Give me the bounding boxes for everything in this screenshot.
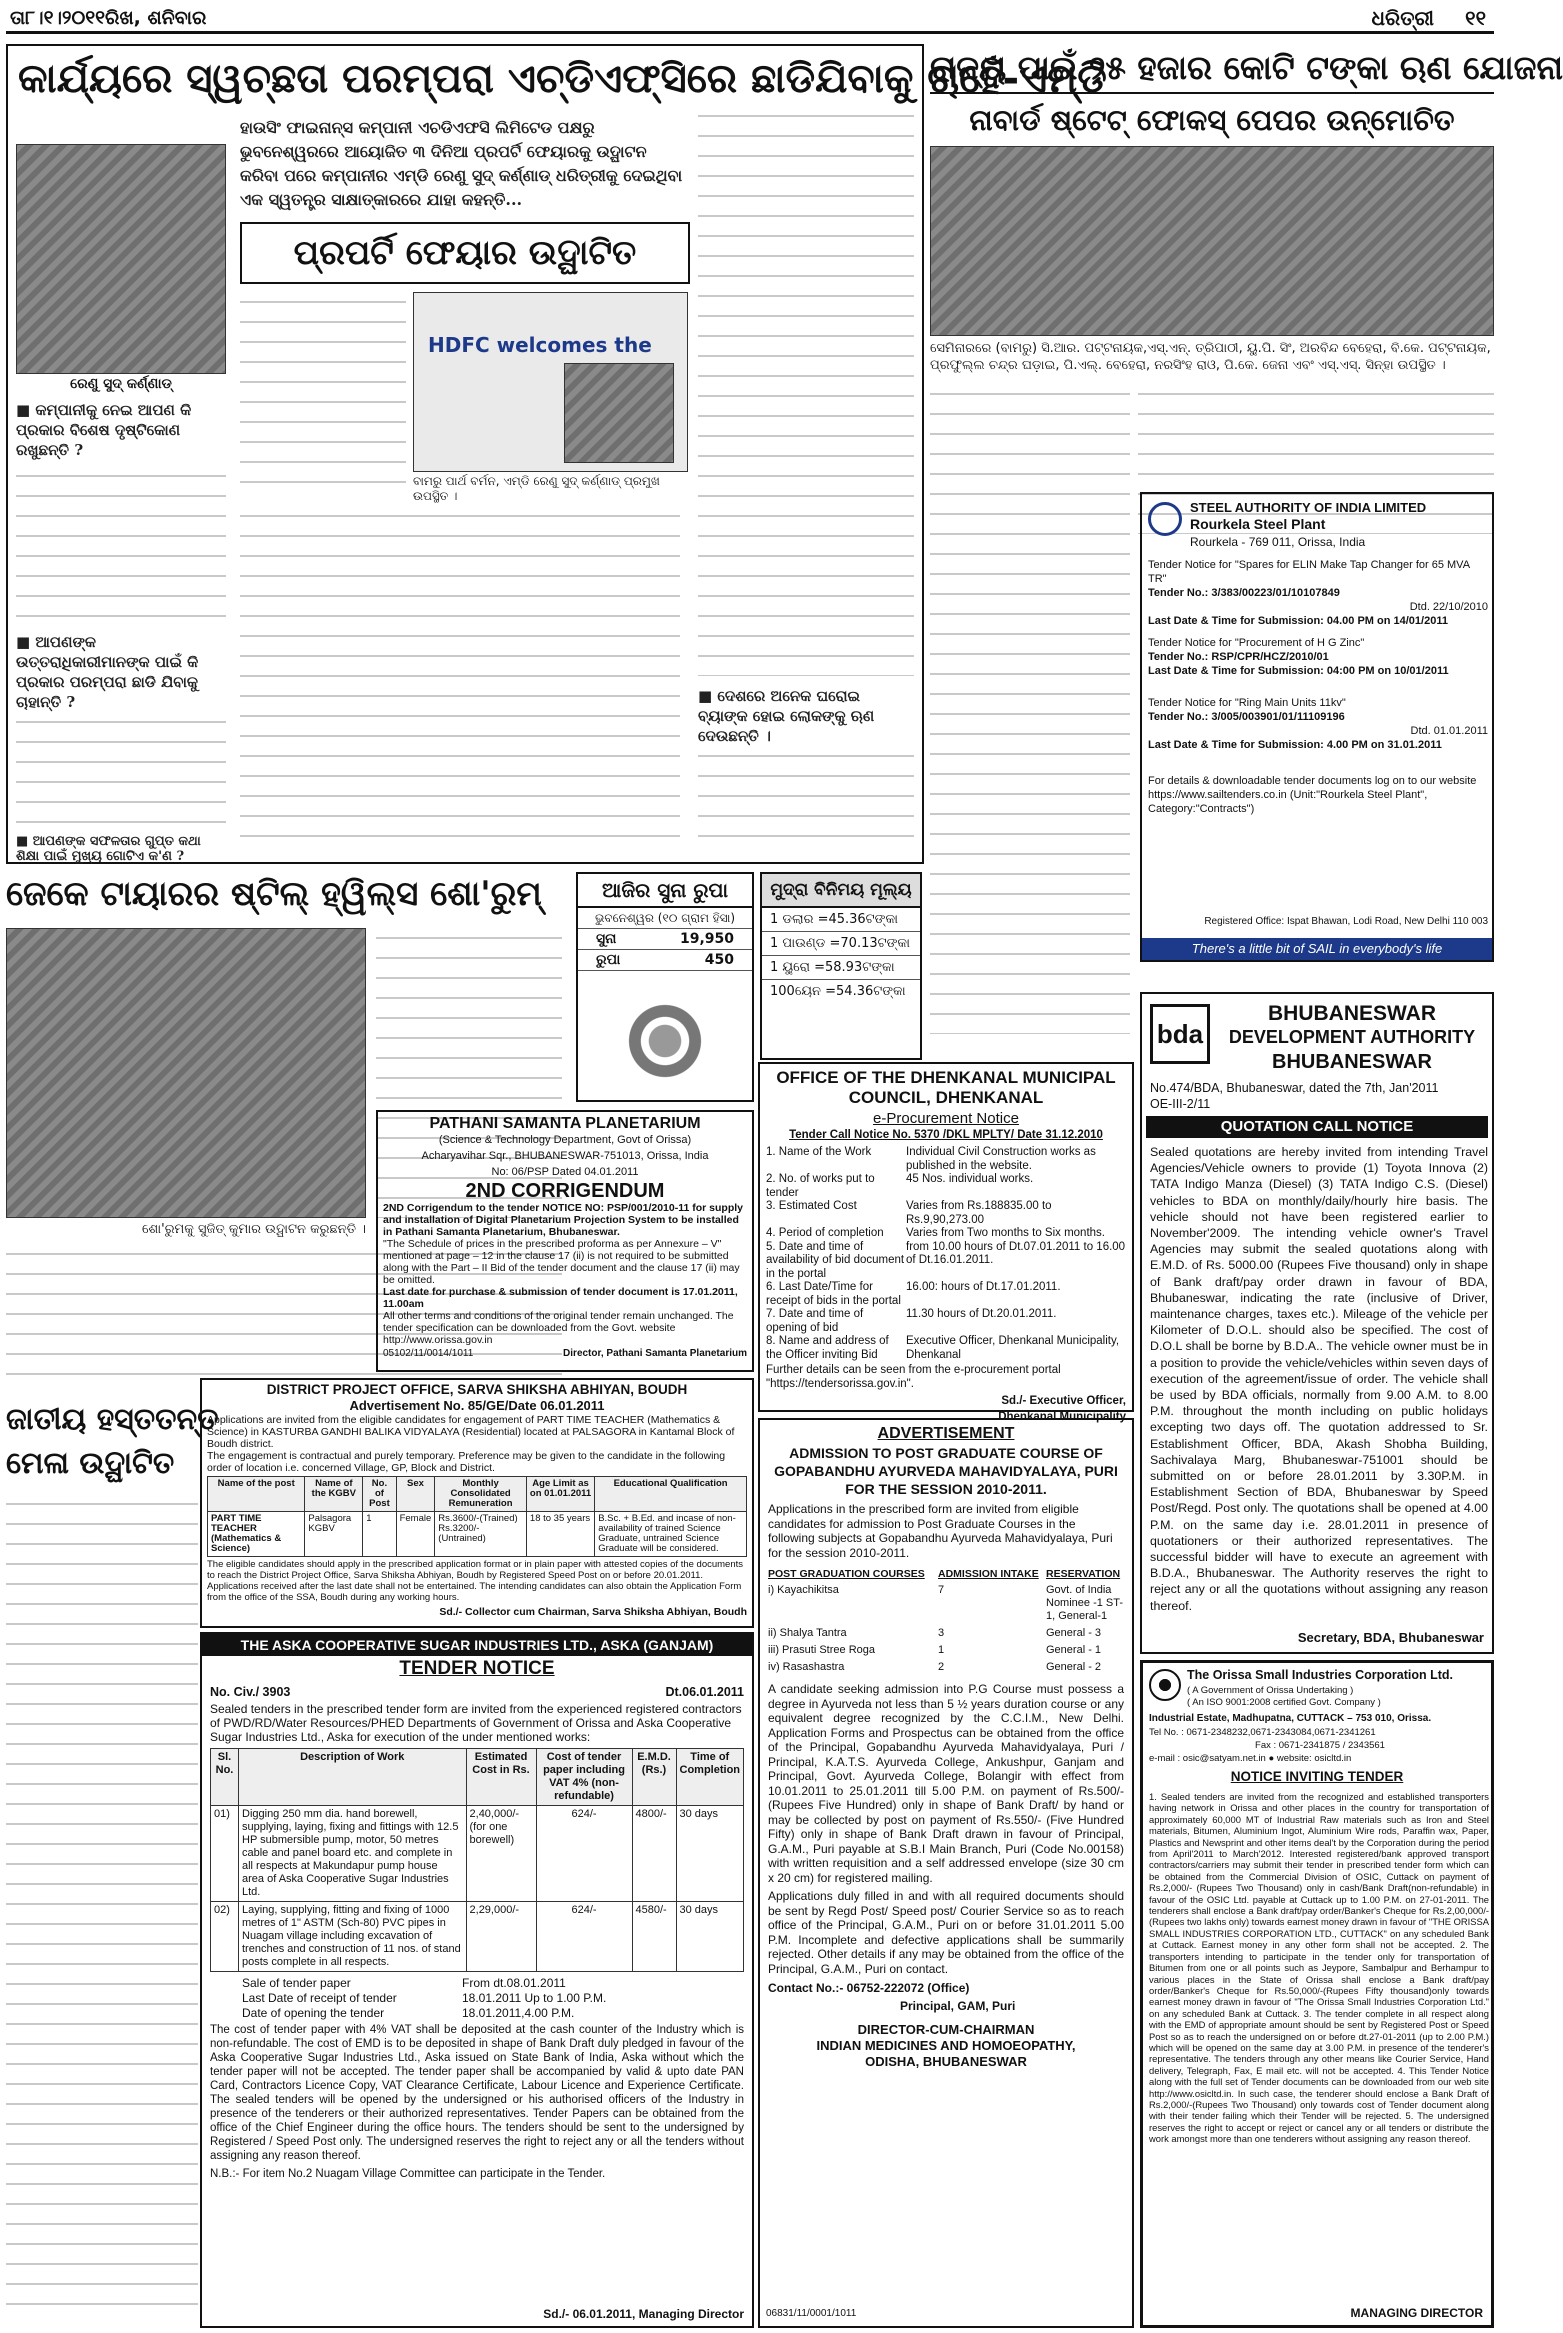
sail-notice-no: Tender No.: 3/383/00223/01/10107849 [1148,587,1340,599]
hdfc-fair-photo [413,292,688,472]
ayurveda-title: ADMISSION TO POST GRADUATE COURSE OF GOPABANDHU AYURVEDA MAHAVIDYALAYA, PURI FOR THE SESSION 2010-2011. [774,1445,1118,1497]
table-header: Educational Qualification [595,1477,747,1512]
table-header: Sex [396,1477,435,1512]
osic-email: e-mail : osic@satyam.net.in ● website: osicltd.in [1149,1753,1352,1764]
jk-photo [6,928,366,1218]
dhenkanal-key: 5. Date and time of availability of bid document in the portal [766,1240,905,1280]
table-header: Age Limit as on 01.01.2011 [526,1477,594,1512]
table-cell: 30 days [676,1902,743,1972]
ayurveda-intake: 1 [938,1644,945,1656]
ayurveda-reservation: General - 2 [1046,1661,1102,1673]
table-header: No. of Post [363,1477,396,1512]
masthead [6,4,1494,34]
osic-ad [1140,1660,1494,2328]
ayurveda-course: ii) Shalya Tantra [768,1627,847,1639]
table-header: Sl. No. [211,1749,239,1806]
osic-tel: Tel No. : 0671-2348232,0671-2343084,0671-2341261 [1149,1727,1376,1738]
sail-logo-icon [1148,502,1182,536]
table-cell: 4800/- [632,1806,676,1902]
dhenkanal-key: 1. Name of the Work [766,1146,872,1158]
bda-body: Sealed quotations are hereby invited from intending Travel Agencies/Vehicle owners to provide (1) Toyota Innova (2) TATA Indigo Manza (Diesel) (3) TATA Indigo C.S. (Diesel) vehicles to BDA on monthly/daily/hourly hire basis. The vehicle should not have been registered earlier to November'2009. The intending vehicle owner's Travel Agencies may submit the sealed quotations along with E.M.D. of Rs. 5000.00 (Rupees Five thousand) only in shape of Bank draft/pay order drawn in favour of BDA, Bhubaneswar, indicating the rate (inclusive of Driver, maintenance charges, taxes etc.). Mileage of the vehicle per Kilometer of D.O.L. should also be specified. The cost of D.O.L shall be borne by B.D.A.. The vehicle owner must be in a position to provide the vehicle/vehicles within seven days of execution of the agreement/issue of order. The vehicle shall be used by BDA officials, normally from 9.00 A.M. to 8.00 P.M. throughout the month including on public holidays excepting two days off. The quotation addressed to Sr. Establishment Officer, BDA, Akash Shobha Building, Sachivalaya Marg, Bhubaneswar-751001 should be submitted on or before 28.01.2011 by 3.30P.M. in Establishment Section of BDA, Bhubaneswar by Speed Post/Regd. Post only. The quotations shall be opened at 4.00 P.M. on the same day i.e. 28.01.2011 in presence of quotationers or their authorized representatives. The successful bidder will have to execute an agreement with B.D.A., Bhubaneswar. The Authority reserves the right to reject any or all the quotations without assigning any reason thereof. [1150,1145,1488,1613]
hdfc-fair-people [564,363,674,463]
masthead-page-number: ୧୧ [1465,6,1486,30]
hdfc-col-d [240,506,680,846]
table-cell: Rs.3600/-(Trained) Rs.3200/-(Untrained) [435,1512,527,1557]
table-header: Monthly Consolidated Remuneration [435,1477,527,1512]
dhenkanal-value: 11.30 hours of Dt.20.01.2011. [906,1308,1057,1320]
ssa-adv: Advertisement No. 85/GE/Date 06.01.2011 [349,1398,605,1413]
sail-notice-last: Last Date & Time for Submission: 04.00 PM on 14/01/2011 [1148,615,1448,627]
ssa-foot: The eligible candidates should apply in the prescribed application format or in plain paper with attested copies of the documents to reach the District Project Office, Sarva Shiksha Abhiyan, Boudh by Registered Speed Post on or before 20.01.2011. Applications received after the last date shall not be entertained. The intending candidates can also obtain the Application Form from the office of the SSA, Boudh during any working hours. [207,1559,744,1603]
hdfc-story [6,44,1107,864]
table-cell: 4580/- [632,1902,676,1972]
hdfc-col-f [698,746,914,846]
dhenkanal-row [760,1335,1132,1362]
ayurveda-course-header [760,1562,1132,1582]
dhenkanal-value: 45 Nos. individual works. [906,1173,1034,1185]
planetarium-body3: Last date for purchase & submission of tender document is 17.01.2011, 11.00am [383,1286,738,1310]
handloom-body [6,1494,198,2314]
table-header: Cost of tender paper including VAT 4% (non-refundable) [536,1749,632,1806]
bda-sig: Secretary, BDA, Bhubaneswar [1297,1630,1484,1645]
dhenkanal-row [760,1146,1132,1173]
ayurveda-intake: 7 [938,1584,945,1596]
ayurveda-code: 06831/11/0001/1011 [766,2308,857,2319]
ayurveda-contact: Contact No.:- 06752-222072 (Office) [768,1981,970,1995]
planetarium-footer [378,1346,752,1362]
dhenkanal-row [760,1200,1132,1227]
aska-no: No. Civ./ 3903 [210,1685,291,1699]
table-cell: 01) [211,1806,239,1902]
table-cell: 624/- [536,1806,632,1902]
sail-notice-no: Tender No.: RSP/CPR/HCZ/2010/01 [1148,651,1329,663]
table-cell: 18 to 35 years [526,1512,594,1557]
aska-sig: Sd./- 06.01.2011, Managing Director [543,2307,744,2321]
osic-body: 1. Sealed tenders are invited from the recognized and established transporters having network in Orissa and other places in the country for transportation of approximately 60,000 MT of Industrial Raw materials such as Iron and Steel materials, Bitumen, Aluminium Ingot, Aluminium Wire rods, Paraffin wax, Paper, Plastics and Newsprint and other items deal't by the Corporation during the period from April'2011 to March'2012. Interested registered/bank approved transport contractors/carriers may submit their tender in prescribed tender form which can be obtained from the Commercial Division of OSIC, Cuttack on payment of Rs.2,000/- (Rupees Two Thousand) only in cash/Bank Draft(non-refundable) in favour of the OSIC Ltd. payable at Cuttack up to 1.00 P.M. on 27-01-2011. The tenderers shall enclose a Bank draft/pay order/Banker's Cheque for Rs.2,00,000/-(Rupees two lakhs only) towards earnest money drawn in favour of "THE ORISSA SMALL INDUSTRIES CORPORATION LTD., CUTTACK" on any scheduled Bank at Cuttack. Earnest money in any other form shall not be accepted. 2. The transporters intending to participate in the tender only for transportation of Bitumen from one or all points such as Jeypore, Sambalpur and Berhampur to various places in the State of Orissa shall enclose a Bank draft/pay order/Banker's Cheque for Rs.50,000/-(Rupees Fifty thousand)only towards earnest money drawn in favour of "The Orissa Small Industries Corporation Ltd." on any scheduled Bank at Cuttack. 3. The tender complete in all respect along with the EMD of appropriate amount should be sent by Registered Post or Speed Post so as to reach the undersigned on or before dt.27-01-2011 (up to 2.00 P.M.) which will be opened on the same day at 3.00 P.M. in presence of the tenderer's representative. The tenders through any other means like Courier Service, Hand delivery, Telegraph, Fax, E mail etc. will not be accepted. 4. This Tender Notice along with the full set of Tender documents can be downloaded from our web site http://www.osicltd.in. In such case, the tenderer should enclose a Bank Draft of Rs.2,000/-(Rupees Two Thousand) only towards cost of Tender document along with their tender failing which their Tender will be rejected. 5. The undersigned reserves the right to accept or reject or cancel any or all tenders or distribute the work amongst more than one tenderers without assigning any reason thereof. [1149,1791,1489,2145]
hdfc-md-photo [16,144,226,374]
sail-plant: Rourkela Steel Plant [1190,516,1326,532]
bda-ref2: OE-III-2/11 [1150,1097,1211,1111]
ayurveda-sig2: INDIAN MEDICINES AND HOMOEOPATHY, [816,2038,1076,2053]
aska-date-key: Last Date of receipt of tender [242,1991,397,2005]
planetarium-body4: All other terms and conditions of the original tender remain unchanged. The tender specification can be downloaded from the Govt. website http://www.orissa.gov.in [383,1310,734,1346]
aska-date-value: 18.01.2011 Up to 1.00 P.M. [462,1991,607,2005]
nabard-subhead: ନାବାର୍ଡ ଷ୍ଟେଟ୍ ଫୋକସ୍ ପେପର ଉନ୍ମୋଚିତ [969,103,1455,137]
jk-headline: ଜେକେ ଟାୟାରର ଷ୍ଟିଲ୍ ହ୍ୱିଲ୍ସ ଶୋ'ରୁମ୍ [6,874,542,914]
handloom-story [6,1398,219,2328]
dhenkanal-value: Varies from Rs.188835.00 to Rs.9,90,273.00 [906,1200,1052,1226]
ayurveda-course: iii) Prasuti Stree Roga [768,1644,875,1656]
aska-date-value: From dt.08.01.2011 [462,1976,566,1990]
table-cell: 1 [363,1512,396,1557]
dhenkanal-ad [758,1062,1134,1423]
ayurveda-reservation: Govt. of India Nominee -1 ST-1, General-1 [1046,1584,1124,1622]
table-cell: 02) [211,1902,239,1972]
aska-date-row [202,2006,752,2021]
ssa-ad [200,1378,754,1628]
fx-row: 1 ପାଉଣ୍ଡ =70.13ଟଙ୍କା [762,932,920,956]
dhenkanal-office: OFFICE OF THE DHENKANAL MUNICIPAL COUNCIL, DHENKANAL [776,1068,1116,1107]
osic-address: Industrial Estate, Madhupatna, CUTTACK – 753 010, Orissa. [1149,1713,1432,1724]
ssa-sig: Sd./- Collector cum Chairman, Sarva Shiksha Abhiyan, Boudh [439,1606,747,1618]
table-cell: 2,40,000/- (for one borewell) [466,1806,536,1902]
dhenkanal-value: Varies from Two months to Six months. [906,1227,1105,1239]
dhenkanal-key: 7. Date and time of opening of bid [766,1308,864,1334]
aska-table [210,1748,744,1972]
ayurveda-body: A candidate seeking admission into P.G Course must possess a degree in Ayurveda not less than 5 ½ years duration course or any equivalent degree recognized by the C.C.I.M., New Delhi. Application Forms and Prospectus can be obtained from the office of the Principal, Gopabandhu Ayurveda Mahavidyalaya, Puri / Principal, K.A.T.S. Ayurveda College, Ankushpur, Ganjam and Principal, Govt. Ayurveda College, Bolangir with effect from 10.01.2011 to 25.01.2011 till 5.00 P.M. on payment of Rs.500/- (Rupees Five Hundred) only in shape of Bank Draft/ by hand or may be collected by post on payment of Rs.550/- (Five Hundred Fifty) only in shape of Bank Draft drawn in favour of Principal, G.A.M., Puri payable at S.B.I Main Branch, Puri (Code No.00158) with written requisition and a self addressed envelope (size 30 cm x 20 cm) for registered mailing. [768,1682,1124,1885]
dhenkanal-row [760,1227,1132,1241]
hdfc-intro: ହାଉସିଂ ଫାଇନାନ୍ସ କମ୍ପାନୀ ଏଚଡିଏଫସି ଲିମିଟେଡ ପକ୍ଷରୁ ଭୁବନେଶ୍ୱରରେ ଆୟୋଜିତ ୩ ଦିନିଆ ପ୍ରପର୍ଟି ଫେୟାରକୁ ଉଦ୍ଘାଟନ କରିବା ପରେ କମ୍ପାନୀର ଏମ୍ଡି ରେଣୁ ସୁଦ୍ କର୍ଣ୍ଣାଡ୍ ଧରିତ୍ରୀକୁ ଦେଇଥିବା ଏକ ସ୍ୱତନ୍ତ୍ର ସାକ୍ଷାତ୍କାରରେ ଯାହା କହନ୍ତି... [240,118,683,209]
ayurveda-reservation: General - 1 [1046,1644,1102,1656]
sail-notice-2 [1148,636,1488,678]
sail-notice-dtd: Dtd. 22/10/2010 [1409,601,1488,613]
hdfc-col-b [16,466,226,626]
aska-date-row [202,1991,752,2006]
ssa-body2: The engagement is contractual and purely temporary. Preference may be given to the candidate in the following order of location i.e. concerned Village, GP, Block and District. [207,1450,726,1474]
nabard-photo [930,146,1494,336]
aska-intro: Sealed tenders in the prescribed tender form are invited from the experienced registered contractors of PWD/RD/Water Resources/PHED Departments of Government of Orissa and Aska Cooperative Sugar Industries Ltd., Aska for execution of the under mentioned works: [210,1702,742,1744]
dhenkanal-key: 8. Name and address of the Officer inviting Bid [766,1335,889,1361]
osic-iso: ( An ISO 9001:2008 certified Govt. Company ) [1187,1697,1381,1708]
table-cell: Digging 250 mm dia. hand borewell, supplying, laying, fixing and fittings with 12.5 HP submersible pump, motor, 50 metres cable and panel board etc. and complete in all respects at Makundapur pump house area of Aska Cooperative Sugar Industries Ltd. [239,1806,467,1902]
sail-notice-dtd: Dtd. 01.01.2011 [1410,725,1488,737]
hdfc-subhead-box [240,222,690,284]
planetarium-body1: 2ND Corrigendum to the tender NOTICE NO: PSP/001/2010-11 for supply and installation of Digital Planetarium Projection System to be installed in Pathani Samanta Planetarium, Bhubaneswar. [383,1202,743,1238]
ayurveda-course-row [760,1625,1132,1642]
osic-sig: MANAGING DIRECTOR [1350,2306,1483,2320]
ayurveda-contact2: Principal, GAM, Puri [900,1999,1016,2013]
ayurveda-course-row [760,1659,1132,1676]
sail-tagline: There's a little bit of SAIL in everybody's life [1142,938,1492,960]
jewellery-image [608,986,722,1096]
table-header: Name of the post [208,1477,305,1512]
ayurveda-label: ADVERTISEMENT [877,1425,1015,1442]
fx-row: 1 ଡଲାର =45.36ଟଙ୍କା [762,908,920,932]
dhenkanal-key: 6. Last Date/Time for receipt of bids in the portal [766,1281,901,1307]
gold-value: 19,950 [679,931,734,947]
masthead-date: ତା୮।୧।୨୦୧୧ରିଖ, ଶନିବାର [10,7,207,29]
ayurveda-body2: Applications duly filled in and with all required documents should be sent by Regd Post/ Speed post/ Courier Service so as to reach office of the Principal, G.A.M., Puri on or before 31.01.2011 5.00 P.M. Incomplete and defective applications shall be summarily rejected. Other details if any may be obtained from the office of the Principal, G.A.M., Puri on contact. [768,1889,1124,1976]
sail-registered-office: Registered Office: Ispat Bhawan, Lodi Road, New Delhi 110 003 [1204,916,1488,927]
nabard-headline: ରାଜ୍ୟ ପାଇଁ ୨୫ ହଜାର କୋଟି ଟଙ୍କା ଋଣ ଯୋଜନା [930,44,1494,94]
osic-title: NOTICE INVITING TENDER [1230,1769,1404,1784]
hdfc-photo-caption: ରେଣୁ ସୁଦ୍ କର୍ଣ୍ଣାଡ୍ [70,376,172,392]
aska-ref-line [202,1682,752,1702]
handloom-headline-2: ମେଳା ଉଦ୍ଘାଟିତ [6,1446,175,1481]
jk-caption: ଶୋ'ରୁମକୁ ସୁଜିତ୍ କୁମାର ଉଦ୍ଘାଟନ କରୁଛନ୍ତି । [141,1222,366,1237]
aska-company: THE ASKA COOPERATIVE SUGAR INDUSTRIES LTD., ASKA (GANJAM) [202,1634,752,1656]
table-header: Estimated Cost in Rs. [466,1749,536,1806]
ssa-office: DISTRICT PROJECT OFFICE, SARVA SHIKSHA ABHIYAN, BOUDH [266,1382,688,1397]
table-cell: B.Sc. + B.Ed. and incase of non-availability of trained Science Graduate, untrained Science Graduate will be considered. [595,1512,747,1557]
ayurveda-intake: 2 [938,1661,945,1673]
ayurveda-course: iv) Rasashastra [768,1661,845,1673]
dhenkanal-call: Tender Call Notice No. 5370 /DKL MPLTY/ Date 31.12.2010 [789,1129,1103,1141]
bda-ref: No.474/BDA, Bhubaneswar, dated the 7th, Jan'2011 [1150,1081,1439,1095]
ayurveda-ad [758,1418,1134,2328]
dhenkanal-value: Executive Officer, Dhenkanal Municipality, Dhenkanal [906,1335,1120,1361]
table-cell: 2,29,000/- [466,1902,536,1972]
hdfc-question-4: ■ ଦେଶରେ ଅନେକ ଘରୋଇ ବ୍ୟାଙ୍କ ହୋଇ ଲୋକଙ୍କୁ ଋଣ ଦେଉଛନ୍ତି । [698,687,875,745]
aska-body: The cost of tender paper with 4% VAT shall be deposited at the cash counter of the Industry which is non-refundable. The cost of EMD is to be deposited in shape of Bank Draft duly pledged in favour of the Aska Cooperative Sugar Industries Ltd., Aska issued on State Bank of India, Aska without which the tender paper will not be accepted. The tender paper shall be accompanied by valid & upto date PAN Card, Contractors Licence Copy, VAT Clearance Certificate, Labour Licence and Experience Certificate. The sealed tenders will be opened by the undersigned or his authorised officers of the Industry in presence of the tenderers or their authorized representatives. Tender Papers can be obtained from the office of the Chief Engineer during the office hours. The tenders should be sent to the undersigned by Registered / Speed Post only. The undersigned reserves the right to reject any or all the tenders without assigning any reason thereof. [210,2024,744,2162]
osic-name: The Orissa Small Industries Corporation Ltd. [1187,1668,1454,1682]
dhenkanal-key: 4. Period of completion [766,1227,884,1239]
planetarium-body2: "The Schedule of prices in the prescribed proforma as per Annexure – V" mentioned at page – 12 in the clause 17 (ii) is not required to be submitted along with the Part – II Bid of the tender document and the clause 17 (ii) may be omitted. [383,1238,740,1286]
gold-silver-box [576,872,754,1102]
dhenkanal-value: Individual Civil Construction works as published in the website. [906,1146,1096,1172]
planetarium-address: Acharyavihar Sqr., BHUBANESWAR-751013, Orissa, India [421,1150,709,1162]
nabard-col-a [930,384,1130,1034]
dhenkanal-row [760,1281,1132,1308]
planetarium-code: 05102/11/0014/1011 [383,1348,474,1359]
gold-place: ଭୁବନେଶ୍ୱର (୧୦ ଗ୍ରାମ ହିସା) [594,911,736,925]
sail-footer: For details & downloadable tender documents log on to our website https://www.sailtenders.co.in (Unit:"Rourkela Steel Plant", Category:"Contracts") [1148,775,1477,815]
sail-notice-title: Tender Notice for "Spares for ELIN Make Tap Changer for 65 MVA TR" [1148,559,1470,585]
planetarium-ad [376,1110,754,1372]
dhenkanal-row [760,1308,1132,1335]
hdfc-question-3: ■ ଆପଣଙ୍କ ସଫଳତାର ଗୁପ୍ତ କଥା ଶିକ୍ଷା ପାଇଁ ମୁଖ୍ୟ ଗୋଟିଏ କ'ଣ ? [16,834,201,864]
table-row [208,1512,747,1557]
masthead-paper-name: ଧରିତ୍ରୀ [1371,6,1434,30]
ayurveda-course: i) Kayachikitsa [768,1584,839,1596]
aska-date-key: Sale of tender paper [242,1976,351,1990]
handloom-headline-1: ଜାତୀୟ ହସ୍ତତନ୍ତ [6,1402,219,1437]
ayurveda-reservation: General - 3 [1046,1627,1102,1639]
silver-value: 450 [704,952,734,968]
table-header: Description of Work [239,1749,467,1806]
planetarium-dept: (Science & Technology Department, Govt of Orissa) [438,1134,692,1146]
sail-address: Rourkela - 769 011, Orissa, India [1190,535,1366,549]
fx-title: ମୁଦ୍ରା ବିନିମୟ ମୂଲ୍ୟ [762,874,920,908]
ayurveda-header: RESERVATION [1046,1568,1121,1580]
planetarium-ref: No: 06/PSP Dated 04.01.2011 [491,1166,639,1178]
planetarium-title: 2ND CORRIGENDUM [465,1180,665,1202]
aska-date-key: Date of opening the tender [242,2006,385,2020]
sail-notice-title: Tender Notice for "Ring Main Units 11kv" [1148,697,1346,709]
table-cell: Laying, supplying, fitting and fixing of 1000 metres of 1" ASTM (Sch-80) PVC pipes in Nuagam village including excavation of trenches and construction of 11 nos. of stand posts complete in all respects. [239,1902,467,1972]
bda-name1: BHUBANESWAR [1268,1002,1436,1025]
hdfc-col-c [16,712,226,832]
aska-title: TENDER NOTICE [399,1658,555,1679]
hdfc-col-a [240,292,406,492]
silver-label: ରୁପା [596,952,621,968]
fx-row: 1 ୟୁରୋ =58.93ଟଙ୍କା [762,956,920,980]
hdfc-caption2: ବାମରୁ ପାର୍ଥ ବର୍ମନ, ଏମ୍ଡି ରେଣୁ ସୁଦ୍ କର୍ଣ୍ଣାଡ୍ ପ୍ରମୁଖ ଉପସ୍ଥିତ । [413,474,660,503]
bda-name2: DEVELOPMENT AUTHORITY [1228,1027,1476,1047]
ayurveda-course-row [760,1642,1132,1659]
fx-row: 100ୟେନ =54.36ଟଙ୍କା [770,984,906,999]
osic-logo-icon [1149,1669,1181,1701]
hdfc-subhead: ପ୍ରପର୍ଟି ଫେୟାର ଉଦ୍ଘାଟିତ [293,233,637,273]
aska-nb: N.B.:- For item No.2 Nuagam Village Committee can participate in the Tender. [210,2168,606,2180]
ssa-table-wrap [202,1474,752,1559]
aska-date-row [202,1976,752,1991]
dhenkanal-key: 2. No. of works put to tender [766,1173,875,1199]
ayurveda-header: POST GRADUATION COURSES [768,1568,925,1580]
sail-notice-3 [1148,696,1488,752]
bda-title: QUOTATION CALL NOTICE [1146,1116,1488,1138]
table-cell: Palsagora KGBV [305,1512,363,1557]
sail-ad [1140,492,1494,962]
ssa-body: Applications are invited from the eligible candidates for engagement of PART TIME TEACHER (Mathematics & Science) in KASTURBA GANDHI BALIKA VIDYALAYA (Residential) located at PALSAGORA in Kantamal Block of Boudh district. [207,1414,735,1450]
sail-notice-title: Tender Notice for "Procurement of H G Zinc" [1148,637,1365,649]
gold-title: ଆଜିର ସୁନା ରୁପା [578,874,752,908]
hdfc-question-2: ■ ଆପଣଙ୍କ ଉତ୍ତରାଧିକାରୀମାନଙ୍କ ପାଇଁ କି ପ୍ରକାର ପରମ୍ପରା ଛାଡି ଯିବାକୁ ଚାହାନ୍ତି ? [16,633,199,711]
hdfc-col-e [698,106,914,676]
table-cell: PART TIME TEACHER (Mathematics & Science) [208,1512,305,1557]
aska-table-wrap [202,1744,752,1976]
sail-notice-1 [1148,558,1488,628]
dhenkanal-further: Further details can be seen from the e-procurement portal "https://tendersorissa.gov.in". [766,1364,1061,1390]
ayurveda-intro: Applications in the prescribed form are invited from eligible candidates for admission to Post Graduate Courses in the following subjects at Gopabandhu Ayurveda Mahavidyalaya, Puri for the session 2010-2011. [768,1502,1113,1560]
ayurveda-header: ADMISSION INTAKE [938,1568,1039,1580]
ssa-table [207,1476,747,1557]
bda-logo-icon: bda [1150,1004,1210,1064]
sail-org: STEEL AUTHORITY OF INDIA LIMITED [1190,500,1427,515]
osic-sub: ( A Government of Orissa Undertaking ) [1187,1685,1354,1696]
table-header: E.M.D. (Rs.) [632,1749,676,1806]
gold-row [578,928,752,949]
aska-date-value: 18.01.2011,4.00 P.M. [462,2006,575,2020]
ayurveda-intake: 3 [938,1627,945,1639]
gold-label: ସୁନା [596,931,617,947]
osic-fax: Fax : 0671-2341875 / 2343561 [1255,1740,1385,1751]
aska-ad [200,1632,754,2328]
ayurveda-sig3: ODISHA, BHUBANESWAR [865,2054,1027,2069]
nabard-caption: ସେମିନାରରେ (ବାମରୁ) ସି.ଆର. ପଟ୍ଟନାୟକ,ଏସ୍.ଏନ୍. ତ୍ରିପାଠୀ, ୟୁ.ପି. ସିଂ, ଅରବିନ୍ଦ ବେହେରା, ବି.କେ. ପଟ୍ଟନାୟକ, ପ୍ରଫୁଲ୍ଲ ଚନ୍ଦ୍ର ଘଡ଼ାଇ, ପି.ଏଲ୍. ବେହେରା, ନରସିଂହ ରାଓ, ପି.କେ. ଜେନା ଏବଂ ଏସ୍.ଏସ୍. ସିନ୍ହା ଉପସ୍ଥିତ । [930,341,1491,373]
table-row [211,1806,744,1902]
aska-date: Dt.06.01.2011 [665,1685,744,1699]
sail-notice-last: Last Date & Time for Submission: 04:00 PM on 10/01/2011 [1148,665,1449,677]
bda-ad [1140,992,1494,1654]
ayurveda-sig1: DIRECTOR-CUM-CHAIRMAN [857,2022,1035,2037]
hdfc-banner-text: HDFC welcomes the [428,333,652,357]
planetarium-sig: Director, Pathani Samanta Planetarium [563,1348,747,1359]
dhenkanal-sig2: Dhenkanal Municipality [998,1411,1126,1423]
dhenkanal-key: 3. Estimated Cost [766,1200,857,1212]
dhenkanal-row [760,1241,1132,1282]
hdfc-headline: କାର୍ଯ୍ୟରେ ସ୍ୱଚ୍ଛତା ପରମ୍ପରା ଏଚ୍ଡିଏଫ୍ସିରେ ଛାଡିଯିବାକୁ ଚାହେଁ-ଏମ୍ଡି [18,56,1107,102]
table-row [211,1902,744,1972]
dhenkanal-row [760,1173,1132,1200]
table-cell: 30 days [676,1806,743,1902]
table-header: Name of the KGBV [305,1477,363,1512]
sail-notice-last: Last Date & Time for Submission: 4.00 PM on 31.01.2011 [1148,739,1442,751]
table-cell: 624/- [536,1902,632,1972]
dhenkanal-sig1: Sd./- Executive Officer, [1001,1395,1126,1407]
silver-row [578,949,752,971]
planetarium-name: PATHANI SAMANTA PLANETARIUM [429,1115,701,1132]
dhenkanal-value: from 10.00 hours of Dt.07.01.2011 to 16.00 of Dt.16.01.2011. [906,1240,1126,1266]
dhenkanal-value: 16.00: hours of Dt.17.01.2011. [906,1281,1061,1293]
currency-box [760,872,922,1060]
dhenkanal-title: e-Procurement Notice [873,1110,1019,1127]
sail-notice-no: Tender No.: 3/005/003901/01/11109196 [1148,711,1345,723]
table-header-row [208,1477,747,1512]
hdfc-question-1: ■ କମ୍ପାନୀକୁ ନେଇ ଆପଣ କି ପ୍ରକାର ବିଶେଷ ଦୃଷ୍ଟିକୋଣ ରଖୁଛନ୍ତି ? [16,401,192,459]
table-header: Time of Completion [676,1749,743,1806]
table-header-row [211,1749,744,1806]
bda-name3: BHUBANESWAR [1272,1051,1432,1073]
table-cell: Female [396,1512,435,1557]
ayurveda-course-row [760,1582,1132,1625]
